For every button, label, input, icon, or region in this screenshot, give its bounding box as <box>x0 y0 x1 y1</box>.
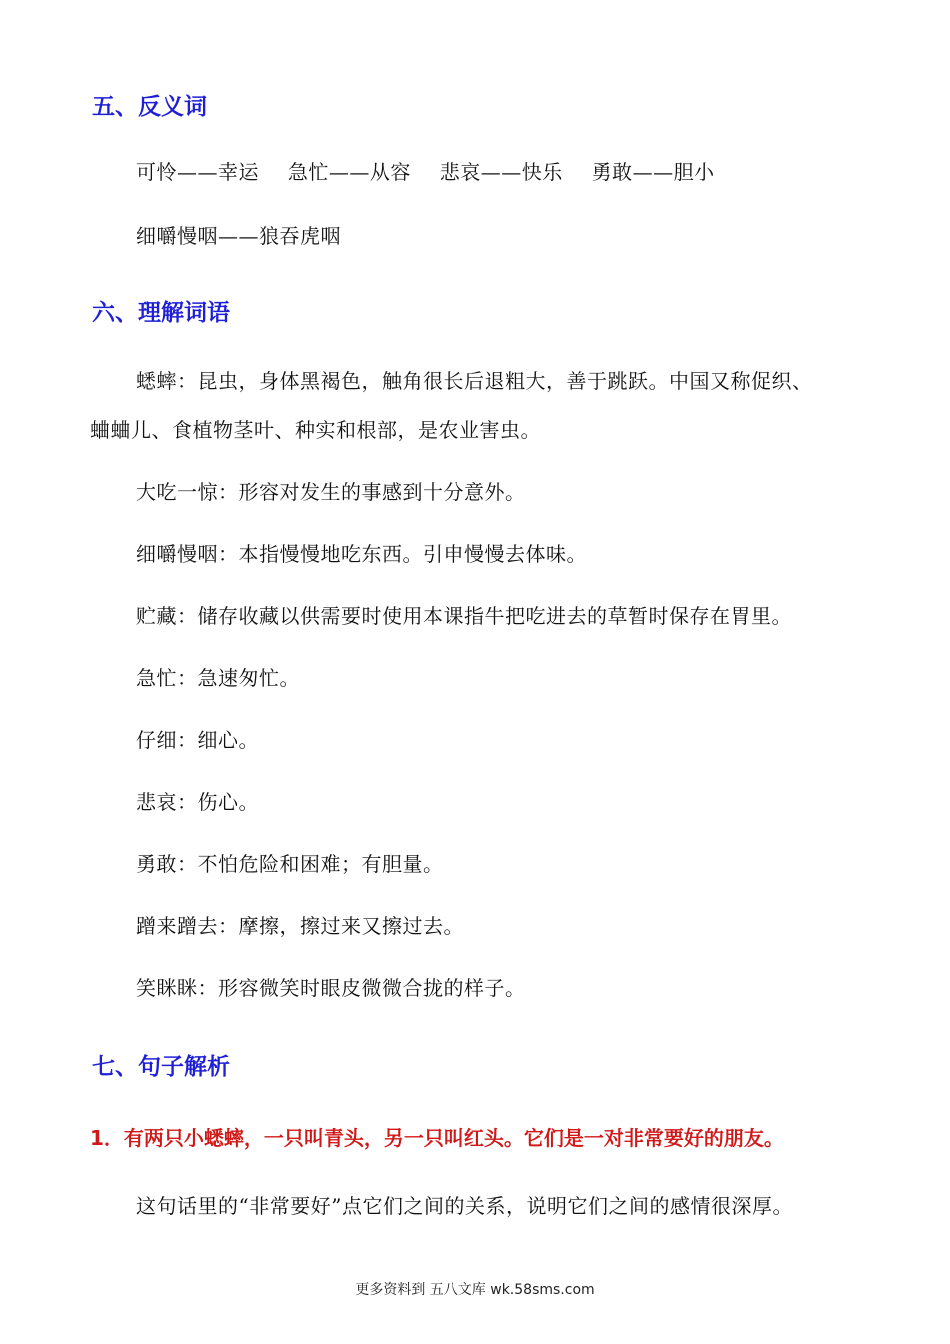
definition-entry: 蹭来蹭去：摩擦，擦过来又擦过去。 <box>136 914 464 938</box>
antonym-pair: 勇敢——胆小 <box>591 160 715 184</box>
antonym-extra: 细嚼慢咽——狼吞虎咽 <box>136 224 341 248</box>
definition-entry: 大吃一惊：形容对发生的事感到十分意外。 <box>136 480 526 504</box>
definition-cricket-line1: 蟋蟀：昆虫，身体黑褐色，触角很长后退粗大，善于跳跃。中国又称促织、 <box>136 369 813 393</box>
section-7-heading: 七、句子解析 <box>92 1054 230 1080</box>
section-5-heading: 五、反义词 <box>92 94 207 120</box>
definition-entry: 仔细：细心。 <box>136 728 259 752</box>
definition-entry: 贮藏：储存收藏以供需要时使用本课指牛把吃进去的草暂时保存在胃里。 <box>136 604 792 628</box>
definition-entry: 悲哀：伤心。 <box>136 790 259 814</box>
sentence-1: 1．有两只小蟋蟀，一只叫青头，另一只叫红头。它们是一对非常要好的朋友。 <box>90 1126 784 1150</box>
antonym-pair: 急忙——从容 <box>287 160 411 184</box>
definition-entry: 细嚼慢咽：本指慢慢地吃东西。引申慢慢去体味。 <box>136 542 587 566</box>
definition-cricket-line2: 蛐蛐儿、食植物茎叶、种实和根部，是农业害虫。 <box>90 418 541 442</box>
antonym-pair: 可怜——幸运 <box>136 160 259 184</box>
antonym-pair: 悲哀——快乐 <box>439 160 563 184</box>
sentence-1-analysis: 这句话里的“非常要好”点它们之间的关系，说明它们之间的感情很深厚。 <box>136 1194 793 1218</box>
definition-entry: 勇敢：不怕危险和困难；有胆量。 <box>136 852 444 876</box>
definition-entry: 笑眯眯：形容微笑时眼皮微微合拢的样子。 <box>136 976 526 1000</box>
footer-text: 更多资料到 五八文库 wk.58sms.com <box>355 1282 595 1298</box>
section-6-heading: 六、理解词语 <box>92 300 230 326</box>
antonym-row <box>136 158 737 186</box>
definition-entry: 急忙：急速匆忙。 <box>136 666 300 690</box>
